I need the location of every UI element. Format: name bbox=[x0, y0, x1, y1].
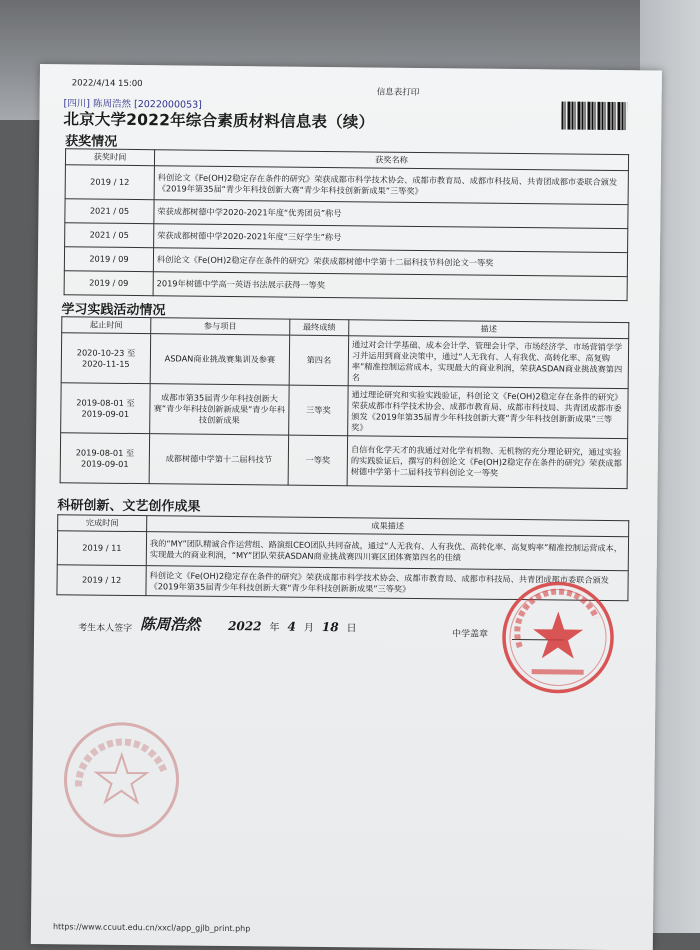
column-header: 最终成绩 bbox=[290, 319, 349, 336]
research-description: 我的“MY”团队精诚合作运营组、路演组CEO团队共同奋战，通过“人无我有、人有我优、高转化率、高复购率”精准控制运营成本，实现最大的商业利润，“MY”团队荣获ASDAN商业挑战赛四川赛区团体赛第四名的佳绩 bbox=[146, 532, 628, 571]
activity-result: 三等奖 bbox=[289, 385, 349, 436]
signature-year: 2022 bbox=[228, 619, 262, 634]
activity-description: 自信有化学天才的我通过对化学有机物、无机物的充分理论研究，通过实验的实践验证后，撰写的科创论文《Fe(OH)2稳定存在条件的研究》荣获成都树德中学第十二届科技节科创论文一等奖 bbox=[347, 436, 628, 489]
award-time: 2021 / 05 bbox=[65, 199, 154, 224]
column-header: 参与项目 bbox=[151, 318, 290, 335]
award-time: 2019 / 12 bbox=[65, 165, 154, 200]
column-header: 起止时间 bbox=[62, 317, 151, 334]
signature-name: 陈周浩然 bbox=[140, 615, 201, 634]
column-header: 成果描述 bbox=[147, 516, 629, 537]
award-time: 2021 / 05 bbox=[65, 223, 154, 248]
award-name: 科创论文《Fe(OH)2稳定存在条件的研究》荣获成都树德中学第十二届科技节科创论文一等奖 bbox=[153, 248, 627, 277]
activity-result: 一等奖 bbox=[288, 435, 348, 486]
activity-period: 2019-08-01 至 2019-09-01 bbox=[61, 383, 151, 434]
activity-result: 第四名 bbox=[289, 335, 349, 386]
signature-label: 考生本人签字 bbox=[78, 623, 133, 634]
table-row bbox=[61, 383, 628, 439]
signature-date bbox=[220, 618, 357, 634]
award-name: 2019年树德中学高一英语书法展示获得一等奖 bbox=[153, 272, 627, 301]
column-header: 获奖时间 bbox=[65, 149, 154, 166]
table-row bbox=[61, 333, 628, 389]
print-label: 信息表打印 bbox=[376, 87, 420, 98]
column-header: 描述 bbox=[349, 320, 629, 339]
signature-day: 18 bbox=[321, 619, 339, 635]
award-name: 荣获成都树德中学2020-2021年度“优秀团员”称号 bbox=[154, 200, 628, 229]
research-section-title: 科研创新、文艺创作成果 bbox=[57, 498, 201, 515]
day-unit: 日 bbox=[346, 623, 357, 635]
print-date: 2022/4/14 15:00 bbox=[71, 78, 143, 90]
table-row bbox=[64, 271, 627, 301]
activity-project: 成都树德中学第十二届科技节 bbox=[149, 434, 289, 485]
awards-table bbox=[64, 148, 630, 301]
column-header: 完成时间 bbox=[58, 515, 147, 532]
research-time: 2019 / 11 bbox=[57, 531, 146, 566]
signature-month: 4 bbox=[287, 619, 296, 634]
activity-project: ASDAN商业挑战赛集训及参赛 bbox=[150, 334, 290, 385]
award-name: 荣获成都树德中学2020-2021年度“三好学生”称号 bbox=[154, 224, 628, 253]
activity-project: 成都市第35届青少年科技创新大赛“青少年科技创新新成果”青少年科技创新成果 bbox=[150, 384, 290, 435]
award-time: 2019 / 09 bbox=[64, 271, 153, 296]
document-sheet bbox=[31, 64, 662, 950]
barcode bbox=[561, 101, 627, 130]
activities-section-title: 学习实践活动情况 bbox=[61, 302, 166, 319]
month-unit: 月 bbox=[303, 622, 314, 634]
school-seal-stamp bbox=[497, 577, 618, 698]
activity-description: 通过理论研究和实验实践验证，科创论文《Fe(OH)2稳定存在条件的研究》荣获成都市科学技术协会、成都市教育局、成都市科技局、共青团成都市委颁发《2019年第35届青少年科技创新大赛“青少年科技创新新成果”三等奖》 bbox=[348, 386, 629, 439]
year-unit: 年 bbox=[269, 622, 280, 634]
award-name: 科创论文《Fe(OH)2稳定存在条件的研究》荣获成都市科学技术协会、成都市教育局、成都市科技局、共青团成都市委联合颁发《2019年第35届“青少年科技创新大赛“青少年科技创新新成果”三等奖》 bbox=[154, 166, 628, 205]
footer-url: https://www.ccuut.edu.cn/xxcl/app_gjlb_print.php bbox=[52, 922, 251, 934]
awards-section-title: 获奖情况 bbox=[65, 134, 118, 150]
candidate-id: [四川] 陈周浩然 [2022000053] bbox=[63, 98, 202, 111]
research-description: 科创论文《Fe(OH)2稳定存在条件的研究》荣获成都市科学技术协会、成都市教育局、成都市科技局、共青团成都市委联合颁发《2019年第35届青少年科技创新大赛“青少年科技创新新成果”三等奖》 bbox=[146, 566, 628, 601]
column-header: 获奖名称 bbox=[154, 150, 628, 171]
research-time: 2019 / 12 bbox=[57, 565, 146, 596]
page-title: 北京大学2022年综合素质材料信息表（续） bbox=[63, 110, 375, 132]
activity-description: 通过对会计学基础、成本会计学、管理会计学、市场经济学、市场营销学学习并运用到商业决策中，通过“人无我有、人有我优、高转化率、高复购率”精准控制运营成本，实现最大的商业利润，荣获ASDAN商业挑战赛第四名 bbox=[348, 336, 629, 389]
activity-period: 2019-08-01 至 2019-09-01 bbox=[60, 433, 150, 484]
activity-period: 2020-10-23 至 2020-11-15 bbox=[61, 333, 151, 384]
table-row bbox=[60, 433, 627, 489]
activities-table bbox=[60, 316, 630, 489]
school-seal-label: 中学盖章 bbox=[451, 629, 489, 640]
faded-seal-stamp bbox=[58, 716, 185, 843]
award-time: 2019 / 09 bbox=[64, 247, 153, 272]
